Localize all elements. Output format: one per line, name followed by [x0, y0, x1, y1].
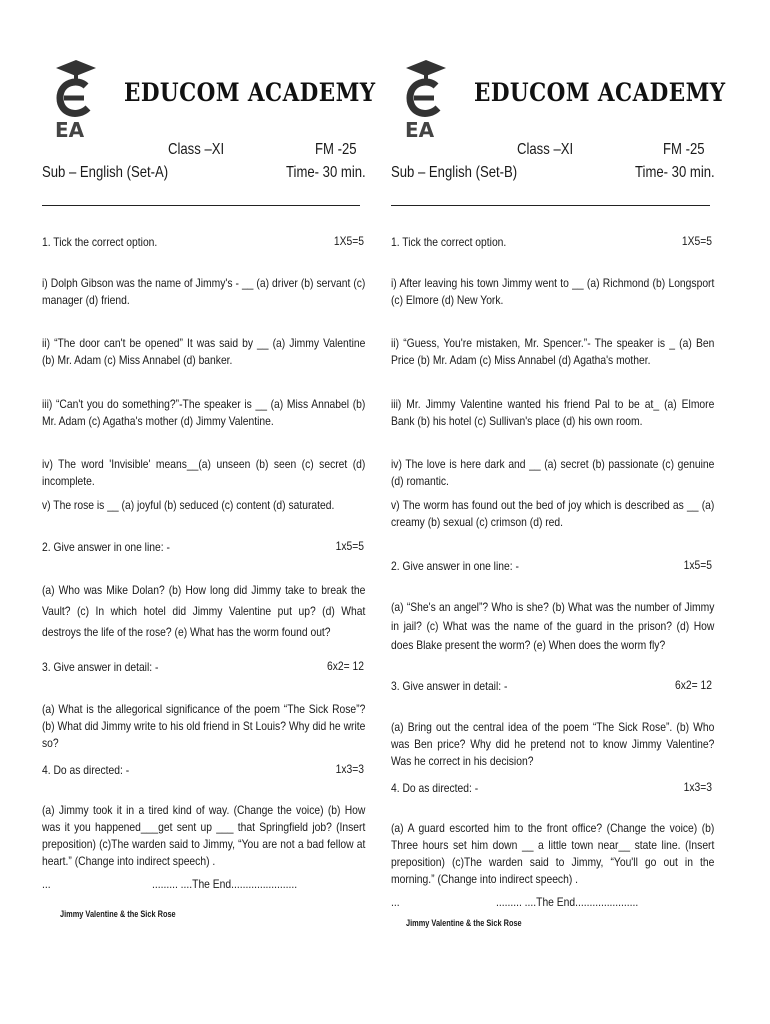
subject-label: Sub – English (Set-A) — [42, 164, 169, 181]
q3-marks: 6x2= 12 — [674, 678, 712, 692]
ellipsis: ... — [391, 895, 400, 909]
q4-title: 4. Do as directed: - — [42, 763, 130, 777]
header-divider — [42, 205, 360, 206]
footer-title: Jimmy Valentine & the Sick Rose — [406, 918, 522, 928]
q1-item-v: v) The worm has found out the bed of joy which is described as __ (a) creamy (b) sexual (c) crimson (d) red. — [391, 498, 715, 529]
q1-item-iii: iii) Mr. Jimmy Valentine wanted his friend Pal to be at_ (a) Elmore Bank (b) his hotel (c) Sullivan's place (d) his own room. — [391, 397, 715, 428]
q4-title: 4. Do as directed: - — [391, 781, 479, 795]
q2-title: 2. Give answer in one line: - — [42, 540, 170, 554]
q4-marks: 1x3=3 — [335, 762, 364, 776]
full-marks: FM -25 — [315, 141, 357, 158]
q4-body: (a) A guard escorted him to the front office? (Change the voice) (b) Three hours set him down __ a little town near__ state line. (Insert preposition) (c)The warden said to Jimmy, “You'll go out in the morning.” (Change into indirect speech) . — [391, 821, 715, 886]
footer-title: Jimmy Valentine & the Sick Rose — [60, 909, 176, 919]
class-label: Class –XI — [168, 141, 225, 158]
header-divider — [391, 205, 710, 206]
q1-marks: 1X5=5 — [333, 234, 364, 248]
ellipsis: ... — [42, 877, 51, 891]
q2-marks: 1x5=5 — [683, 558, 712, 572]
q1-title: 1. Tick the correct option. — [391, 235, 507, 249]
logo-initials: EA — [405, 118, 435, 140]
q3-marks: 6x2= 12 — [326, 659, 364, 673]
academy-logo-icon — [402, 56, 446, 140]
q1-item-iii: iii) “Can't you do something?”-The speaker is __ (a) Miss Annabel (b) Mr. Adam (c) Agatha's mother (d) Jimmy Valentine. — [42, 397, 366, 428]
q3-body: (a) Bring out the central idea of the poem “The Sick Rose”. (b) Who was Ben price? Why did he pretend not to know Jimmy Valentine? Was he correct in his decision? — [391, 720, 715, 768]
academy-logo-icon — [52, 56, 96, 140]
q1-item-ii: ii) “Guess, You're mistaken, Mr. Spencer.”- The speaker is _ (a) Ben Price (b) Mr. Adam (c) Miss Annabel (d) Agatha's mother. — [391, 336, 715, 367]
logo-initials: EA — [55, 118, 85, 140]
subject-label: Sub – English (Set-B) — [391, 164, 518, 181]
q1-item-iv: iv) The word 'Invisible' means__(a) unseen (b) seen (c) secret (d) incomplete. — [42, 457, 366, 488]
question-paper-set-b — [388, 0, 728, 1024]
q2-title: 2. Give answer in one line: - — [391, 559, 519, 573]
question-paper-set-a — [38, 0, 378, 1024]
q1-item-iv: iv) The love is here dark and __ (a) secret (b) passionate (c) genuine (d) romantic. — [391, 457, 715, 488]
time-label: Time- 30 min. — [286, 164, 366, 181]
end-marker: ......... ....The End....................... — [152, 877, 298, 891]
q1-marks: 1X5=5 — [681, 234, 712, 248]
q4-marks: 1x3=3 — [683, 780, 712, 794]
q3-body: (a) What is the allegorical significance of the poem “The Sick Rose”? (b) What did Jimmy write to his old friend in St Louis? Why did he write so? — [42, 702, 366, 750]
academy-name: EDUCOM ACADEMY — [124, 78, 376, 107]
q2-marks: 1x5=5 — [335, 539, 364, 553]
q1-item-i: i) After leaving his town Jimmy went to __ (a) Richmond (b) Longsport (c) Elmore (d) New York. — [391, 276, 715, 307]
q2-body: (a) Who was Mike Dolan? (b) How long did Jimmy take to break the Vault? (c) In which hotel did Jimmy Valentine put up? (d) What destroys the life of the rose? (e) What has the worm found out? — [42, 583, 366, 639]
full-marks: FM -25 — [663, 141, 705, 158]
q1-title: 1. Tick the correct option. — [42, 235, 158, 249]
q4-body: (a) Jimmy took it in a tired kind of way. (Change the voice) (b) How was it you happened___get sent up ___ that Springfield job? (Insert preposition) (c)The warden said to Jimmy, “You are not a bad fellow at heart.” (Change into indirect speech) . — [42, 803, 366, 868]
q1-item-ii: ii) “The door can't be opened” It was said by __ (a) Jimmy Valentine (b) Mr. Adam (c) Miss Annabel (d) banker. — [42, 336, 366, 367]
q1-item-i: i) Dolph Gibson was the name of Jimmy's - __ (a) driver (b) servant (c) manager (d) friend. — [42, 276, 366, 307]
q3-title: 3. Give answer in detail: - — [391, 679, 508, 693]
q2-body: (a) “She's an angel”? Who is she? (b) What was the number of Jimmy in jail? (c) What was the name of the guard in the prison? (d) How does Blake present the worm? (e) When does the worm fly? — [391, 600, 715, 652]
q1-item-v: v) The rose is __ (a) joyful (b) seduced (c) content (d) saturated. — [42, 498, 335, 512]
q3-title: 3. Give answer in detail: - — [42, 660, 159, 674]
academy-name: EDUCOM ACADEMY — [474, 78, 726, 107]
class-label: Class –XI — [517, 141, 574, 158]
end-marker: ......... ....The End...................... — [496, 895, 639, 909]
time-label: Time- 30 min. — [635, 164, 715, 181]
